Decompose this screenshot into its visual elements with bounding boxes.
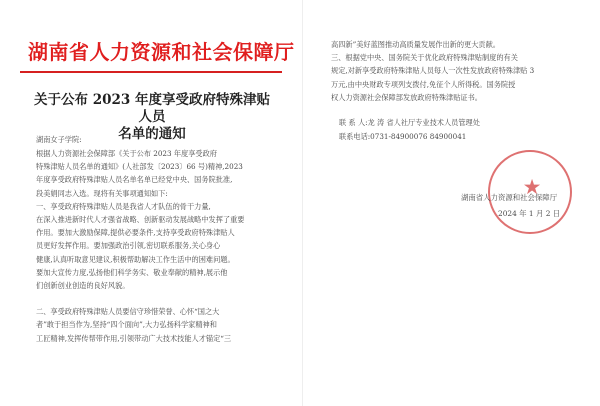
body-line: 工匠精神,发挥传帮带作用,引领带动广大技术技能人才锚定“三 (36, 333, 232, 343)
body-line (36, 292, 276, 305)
title-line-2: 名单的通知 (118, 126, 186, 142)
body-line: 规定,对新享受政府特殊津贴人员每人一次性发放政府特殊津贴 3 (331, 66, 535, 76)
body-line: 员更好发挥作用。要加强政治引领,密切联系服务,关心身心 (36, 241, 221, 251)
body-line: 高四新”美好蓝图推动高质量发展作出新的更大贡献。 (331, 40, 500, 49)
contact-phone: 联系电话:0731-84900076 84900041 (339, 132, 467, 141)
body-line: 特殊津贴人员名单的通知》(人社部发〔2023〕66 号)精神,2023 (36, 162, 243, 172)
body-line: 者”敢于担当作为,坚持“四个面向”,大力弘扬科学家精神和 (36, 320, 217, 330)
body-line: 根据人力资源社会保障部《关于公布 2023 年度享受政府 (36, 149, 217, 158)
body-line: 二、享受政府特殊津贴人员要信守珍惜荣誉、心怀“国之大 (36, 307, 220, 317)
contact-person: 联 系 人:龙 涛 省人社厅专业技术人员管理处 (339, 118, 480, 127)
body-line: 一、享受政府特殊津贴人员是我省人才队伍的骨干力量, (36, 201, 211, 211)
signature-date: 2024 年 1 月 2 日 (498, 209, 561, 218)
header-red-rule (20, 71, 282, 73)
title-line-1: 关于公布 2023 年度享受政府特殊津贴人员 (34, 92, 270, 125)
signature-org: 湖南省人力资源和社会保障厅 (461, 193, 558, 202)
org-header: 湖南省人力资源和社会保障厅 (28, 40, 295, 64)
left-page-body (36, 147, 276, 345)
document-page-right (303, 0, 600, 406)
body-line: 作用。要加大激励保障,提供必要条件,支持享受政府特殊津贴人 (36, 228, 235, 238)
body-line: 们创新创业创造的良好风貌。 (36, 280, 130, 290)
body-line: 段美娟同志入选。现将有关事项通知如下: (36, 188, 168, 198)
body-line: 三、根据党中央、国务院关于优化政府特殊津贴制度的有关 (331, 53, 518, 63)
body-line: 在深入推进新时代人才强省战略、创新驱动发展战略中发挥了重要 (36, 214, 245, 224)
body-line: 要加大宣传力度,弘扬他们科学务实、敬业奉献的精神,展示他 (36, 267, 228, 277)
body-line: 权人力资源社会保障部发放政府特殊津贴证书。 (331, 92, 482, 102)
body-line: 万元,由中央财政专项列支拨付,免征个人所得税。国务院授 (331, 79, 516, 89)
seal-star-icon: ★ (522, 175, 542, 199)
salutation: 湖南女子学院: (36, 135, 82, 144)
body-line: 健康,认真听取意见建议,积极帮助解决工作生活中的困难问题。 (36, 254, 235, 264)
right-page-body (331, 38, 591, 104)
body-line: 年度享受政府特殊津贴人员名单名单已经党中央、国务院批准, (36, 175, 233, 185)
